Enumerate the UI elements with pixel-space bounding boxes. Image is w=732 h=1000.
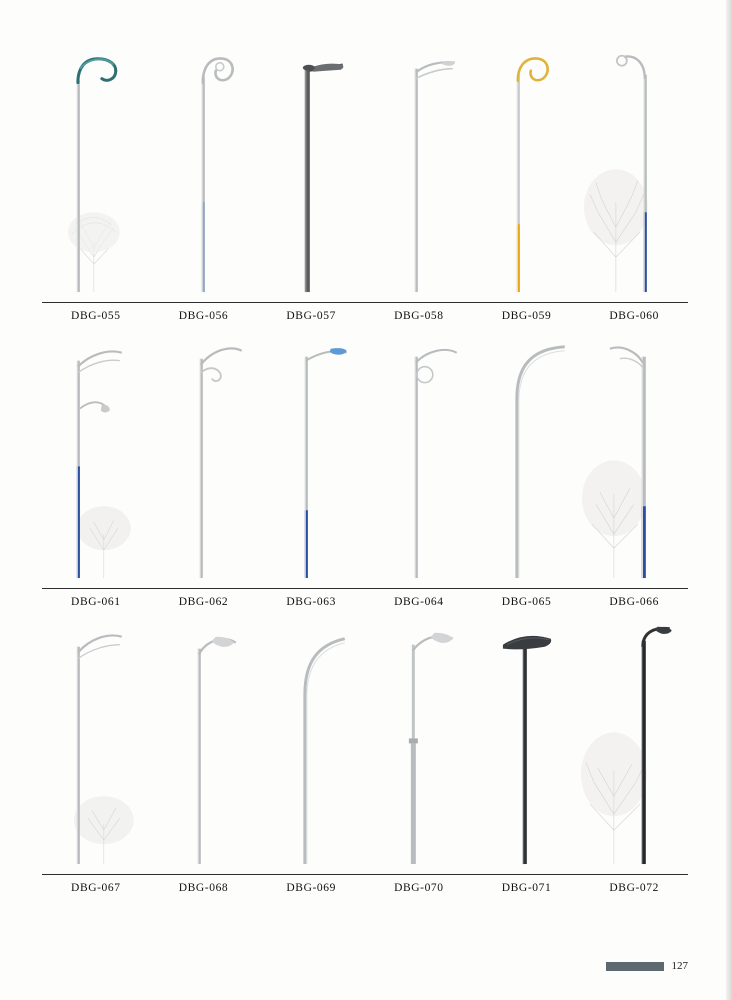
catalog-item[interactable] (257, 608, 365, 874)
lamp-post-figure (42, 608, 150, 874)
catalog-item[interactable] (42, 36, 150, 302)
catalog-row (42, 322, 688, 608)
item-code: DBG-061 (71, 596, 121, 608)
catalog-item[interactable] (365, 608, 473, 874)
catalog-item[interactable] (473, 36, 581, 302)
item-code: DBG-066 (609, 596, 659, 608)
footer-bar (606, 962, 664, 971)
catalog-item[interactable] (42, 608, 150, 874)
row-labels (42, 303, 688, 322)
lamp-post-figure (42, 322, 150, 588)
tree-illustration (582, 460, 646, 578)
item-code: DBG-060 (609, 310, 659, 322)
lamp-post-figure (257, 36, 365, 302)
lamp-post-figure (365, 36, 473, 302)
item-code: DBG-057 (286, 310, 336, 322)
item-code: DBG-067 (71, 882, 121, 894)
lamp-post-figure (257, 608, 365, 874)
item-code: DBG-055 (71, 310, 121, 322)
lamp-post-figure (473, 322, 581, 588)
catalog-item[interactable] (580, 36, 688, 302)
catalog-item[interactable] (365, 322, 473, 588)
item-code: DBG-071 (501, 882, 552, 894)
catalog-item[interactable] (150, 608, 258, 874)
item-code: DBG-056 (178, 310, 229, 322)
lamp-post-figure (580, 608, 688, 874)
item-code: DBG-062 (178, 596, 229, 608)
catalog-item[interactable] (257, 322, 365, 588)
item-code: DBG-070 (394, 882, 444, 894)
lamp-post-figure (150, 322, 258, 588)
lamp-post-figure (150, 36, 258, 302)
row-labels (42, 589, 688, 608)
catalog-item[interactable] (365, 36, 473, 302)
lamp-post-figure (365, 608, 473, 874)
page-footer (606, 960, 689, 972)
tree-illustration (74, 796, 134, 864)
tree-illustration (68, 212, 120, 292)
catalog-item[interactable] (257, 36, 365, 302)
catalog-item[interactable] (42, 322, 150, 588)
page-number: 127 (671, 960, 688, 972)
catalog-item[interactable] (473, 322, 581, 588)
page-edge (726, 0, 732, 1000)
lamp-post-figure (365, 322, 473, 588)
tree-illustration (581, 732, 647, 864)
tree-illustration (77, 506, 131, 578)
lamp-post-figure (257, 322, 365, 588)
item-code: DBG-065 (501, 596, 552, 608)
lamp-post-figure (42, 36, 150, 302)
catalog-row (42, 36, 688, 322)
item-code: DBG-059 (501, 310, 552, 322)
catalog-item[interactable] (580, 608, 688, 874)
catalog-row (42, 608, 688, 894)
tree-illustration (584, 169, 648, 292)
row-labels (42, 875, 688, 894)
lamp-post-catalog (42, 36, 688, 936)
item-code: DBG-072 (609, 882, 659, 894)
lamp-post-figure (150, 608, 258, 874)
lamp-post-figure (473, 36, 581, 302)
item-code: DBG-064 (394, 596, 444, 608)
item-code: DBG-069 (286, 882, 336, 894)
item-code: DBG-063 (286, 596, 336, 608)
lamp-post-figure (580, 36, 688, 302)
catalog-item[interactable] (473, 608, 581, 874)
item-code: DBG-068 (178, 882, 229, 894)
lamp-post-figure (473, 608, 581, 874)
lamp-post-figure (580, 322, 688, 588)
item-code: DBG-058 (394, 310, 444, 322)
catalog-item[interactable] (150, 36, 258, 302)
catalog-item[interactable] (580, 322, 688, 588)
catalog-item[interactable] (150, 322, 258, 588)
